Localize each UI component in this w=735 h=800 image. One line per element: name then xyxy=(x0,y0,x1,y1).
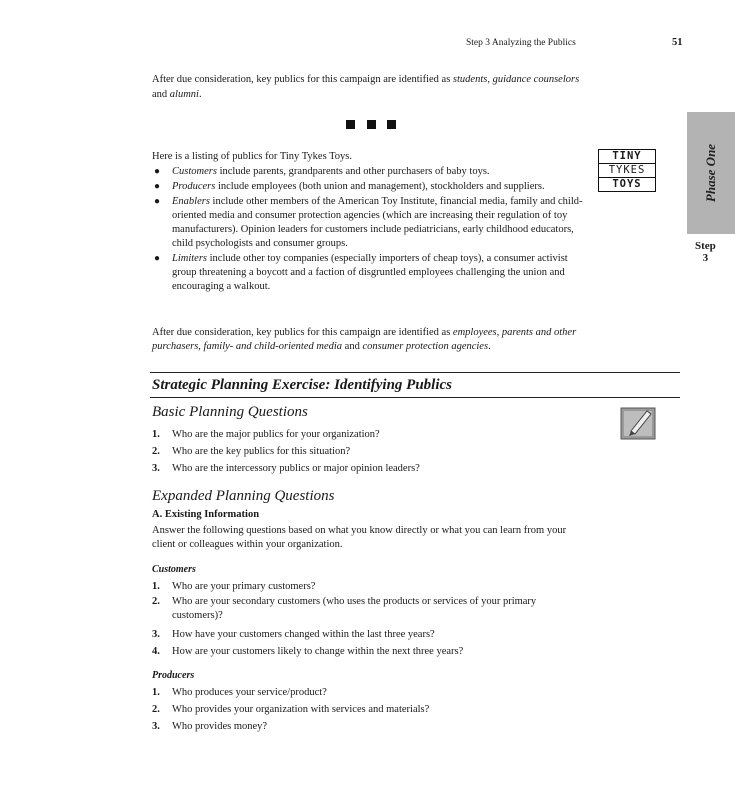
basic-questions xyxy=(152,426,592,477)
list-item: 1. Who are the major publics for your organization? xyxy=(152,429,380,440)
list-item: ● Producers include employees (both union and management), stockholders and suppliers. xyxy=(154,181,545,192)
logo-line-1: TINY xyxy=(599,150,655,164)
step-number: 3 xyxy=(702,252,709,264)
list-item: 3. How have your customers changed within the last three years? xyxy=(152,629,435,640)
list-item: 1. Who produces your service/product? xyxy=(152,687,327,698)
logo-line-3: TOYS xyxy=(612,178,642,190)
producers-questions xyxy=(152,684,588,735)
step-marker xyxy=(695,240,716,264)
intro-text: After due consideration, key publics for this campaign are identified as xyxy=(152,74,453,85)
list-item: 3. Who are the intercessory publics or major opinion leaders? xyxy=(152,463,420,474)
pencil-notepad-icon xyxy=(620,404,656,440)
list-item: 2. Who are your secondary customers (who uses the products or services of your primary customers)? xyxy=(152,596,537,621)
intro-key-publics: students, guidance counselors xyxy=(452,74,580,85)
section-a-text: Answer the following questions based on what you know directly or what you can learn from your client or colleagues within your organization. xyxy=(152,525,567,550)
rule-bottom xyxy=(150,397,680,398)
exercise-title: Strategic Planning Exercise: Identifying Publics xyxy=(152,377,453,393)
list-item: ● Enablers include other members of the American Toy Institute, financial media, family and child-oriented media and consumer protection agencies (which are increasing their regulation of toy manufacturers). Opinion leaders for customers include pediatricians, early childhood educators, child psychologists and consumer groups. xyxy=(154,196,583,249)
list-item: 4. How are your customers likely to change within the next three years? xyxy=(152,646,464,657)
customers-heading: Customers xyxy=(152,564,196,575)
rule-top xyxy=(150,372,680,373)
tiny-tykes-conclusion: After due consideration, key publics for this campaign are identified as employees, parents and other purchasers, family- and child-oriented media and consumer protection agencies. xyxy=(152,327,577,352)
tiny-tykes-logo xyxy=(598,149,656,192)
intro-and: and xyxy=(152,89,170,100)
customers-questions xyxy=(152,578,588,660)
list-item: 3. Who provides money? xyxy=(152,721,268,732)
running-header: Step 3 Analyzing the Publics xyxy=(466,38,576,48)
intro-paragraph xyxy=(152,72,590,102)
basic-heading: Basic Planning Questions xyxy=(152,404,308,420)
tiny-tykes-lead: Here is a listing of publics for Tiny Tykes Toys. xyxy=(152,151,352,162)
intro-end: . xyxy=(198,89,202,100)
phase-tab xyxy=(687,112,735,234)
expanded-heading: Expanded Planning Questions xyxy=(152,488,335,504)
phase-label: Phase One xyxy=(703,143,719,203)
list-item: 1. Who are your primary customers? xyxy=(152,581,316,592)
section-break xyxy=(346,120,396,129)
page-number: 51 xyxy=(672,37,683,48)
step-label: Step xyxy=(695,240,716,252)
logo-line-2: TYKES xyxy=(599,164,655,178)
section-a-heading: A. Existing Information xyxy=(152,509,260,520)
list-item: 2. Who are the key publics for this situation? xyxy=(152,446,351,457)
list-item: ● Limiters include other toy companies (especially importers of cheap toys), a consumer activist group threatening a boycott and a faction of disgruntled employees challenging the union and encouraging a walkout. xyxy=(154,253,568,292)
list-item: 2. Who provides your organization with services and materials? xyxy=(152,704,430,715)
intro-key-last: alumni xyxy=(169,89,199,100)
publics-list xyxy=(152,165,588,294)
list-item: ● Customers include parents, grandparents and other purchasers of baby toys. xyxy=(154,166,490,177)
producers-heading: Producers xyxy=(152,670,195,681)
